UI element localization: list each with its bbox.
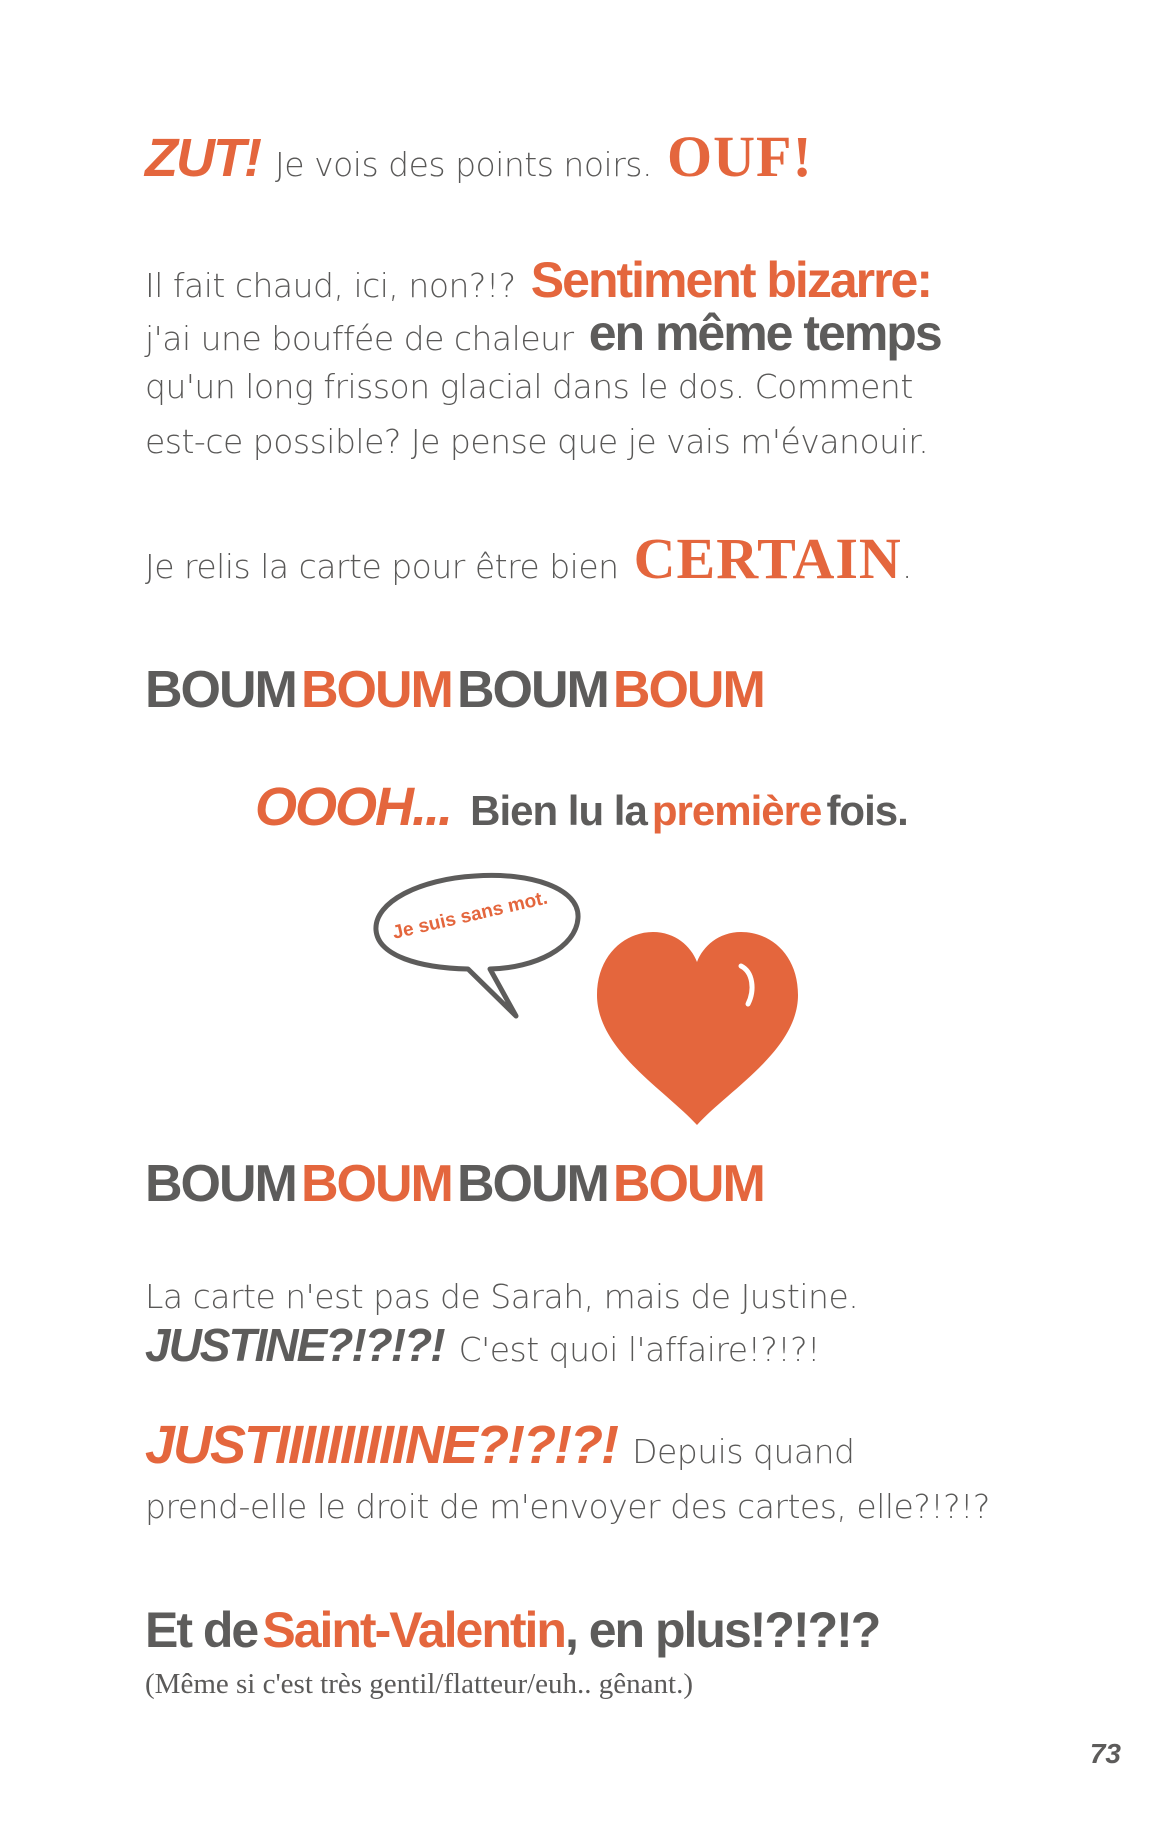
line-zut [145,124,813,189]
boum-7: BOUM [456,1155,608,1213]
para1-line1-text: Il fait chaud, ici, non?!? [145,266,516,305]
heart-icon [595,930,800,1130]
para2-line2 [145,1319,820,1371]
zut-text: Je vois des points noirs. [275,145,652,184]
justine-exclamation: JUSTINE?!?!?! [145,1319,444,1371]
para3-line1 [145,1415,855,1475]
final-note: (Même si c'est très gentil/flatteur/euh.. gênant.) [145,1668,693,1700]
para1-line3: qu'un long frisson glacial dans le dos. Comment [145,367,913,406]
justiiine-exclamation: JUSTIIIIIIIIIINE?!?!?! [145,1415,617,1475]
para2-line2-text: C'est quoi l'affaire!?!?! [458,1330,820,1369]
para1-line1 [145,252,932,308]
boum-2: BOUM [300,661,452,719]
line-oooh [255,777,908,837]
boum-5: BOUM [145,1155,296,1213]
speech-bubble-text: Je suis sans mot. [390,887,550,944]
para3-line1-text: Depuis quand [632,1432,855,1471]
ouf-exclamation: OUF! [667,124,813,189]
speech-bubble [370,868,585,1023]
para1-line2 [145,305,941,361]
boum-1: BOUM [145,661,296,719]
boum-3: BOUM [456,661,608,719]
certain-bold: CERTAIN [633,526,902,591]
final-text2: , en plus!?!?!? [564,1602,880,1658]
para1-line2-text: j'ai une bouffée de chaleur [145,319,574,358]
certain-period: . [901,547,912,586]
oooh-premiere: première [651,787,822,834]
zut-exclamation: ZUT! [145,128,260,188]
sentiment-bizarre: Sentiment bizarre: [530,252,932,308]
page-number: 73 [1089,1738,1121,1769]
certain-text: Je relis la carte pour être bien [145,547,619,586]
boum-8: BOUM [612,1155,764,1213]
oooh-text2: fois. [826,787,908,834]
para1-line4: est-ce possible? Je pense que je vais m'évanouir. [145,422,929,461]
boum-4: BOUM [612,661,764,719]
final-saint-valentin: Saint-Valentin [262,1602,565,1658]
oooh-text1: Bien lu la [470,787,647,834]
boum-row-2 [145,1155,764,1213]
para2-line1: La carte n'est pas de Sarah, mais de Justine. [145,1277,859,1316]
para3-line2: prend-elle le droit de m'envoyer des cartes, elle?!?!? [145,1487,990,1526]
en-meme-temps: en même temps [588,305,941,361]
line-certain [145,526,912,591]
boum-6: BOUM [300,1155,452,1213]
final-line [145,1602,880,1658]
final-text1: Et de [145,1602,258,1658]
oooh-exclamation: OOOH... [255,777,452,837]
boum-row-1 [145,661,764,719]
